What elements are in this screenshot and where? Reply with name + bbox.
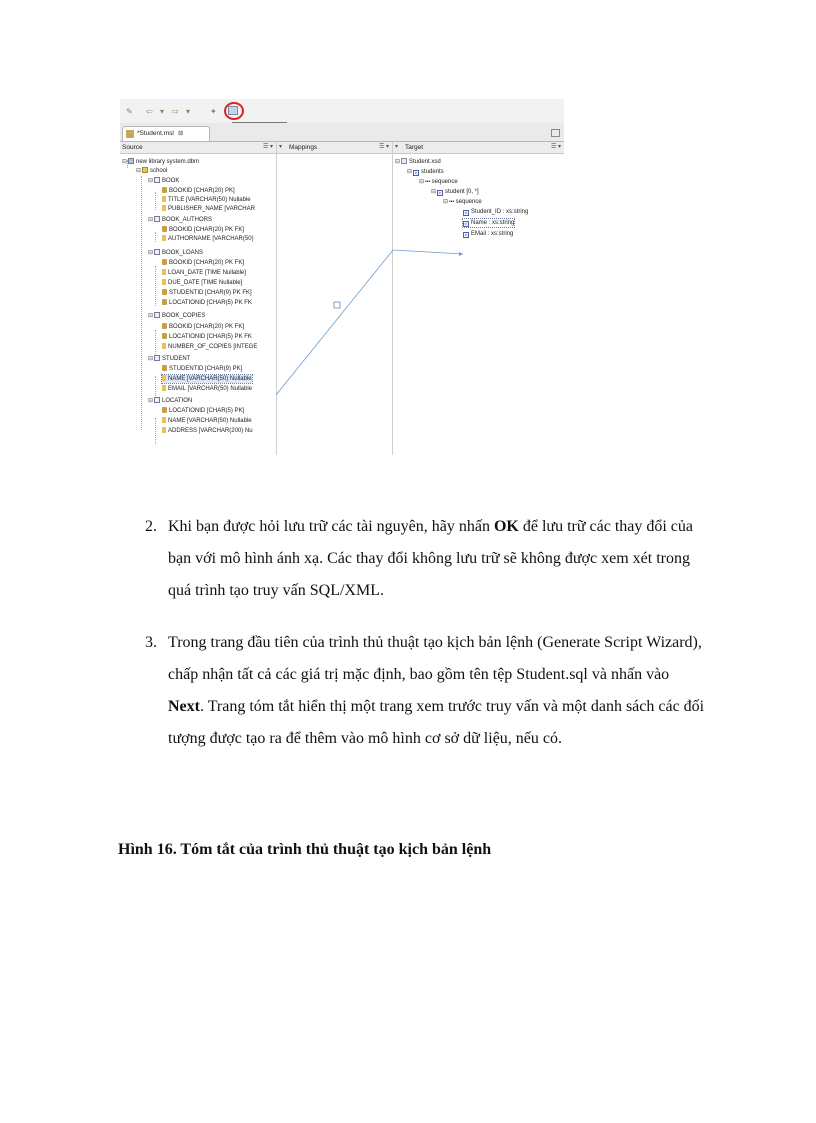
eclipse-screenshot	[120, 99, 564, 455]
mapping-connector	[120, 142, 564, 455]
tree-node[interactable]: NUMBER_OF_COPIES [INTEGE	[162, 343, 257, 351]
figure-caption: Hình 16. Tóm tắt của trình thủ thuật tạo kịch bản lệnh	[118, 841, 492, 858]
tree-node[interactable]: ⊟••• sequence	[419, 179, 458, 185]
tree-node[interactable]: ⊟ Student.xsd	[395, 159, 441, 165]
tree-node[interactable]: ⊟ new library system.dbm	[122, 159, 200, 165]
tree-node[interactable]: ⊟ BOOK_LOANS	[148, 250, 204, 256]
element-icon: e	[464, 232, 468, 237]
element-icon: e	[464, 221, 468, 226]
tree-node-mapped[interactable]: e Name : xs:string	[464, 220, 515, 226]
source-header: Source ☰ ▾	[120, 142, 276, 154]
generate-script-icon[interactable]	[228, 106, 238, 115]
editor-tabbar	[120, 123, 564, 142]
tab-student-msl[interactable]	[122, 126, 210, 141]
element-icon: e	[414, 170, 418, 175]
tree-node[interactable]: ⊟ e student [0, *]	[431, 189, 479, 195]
tree-node[interactable]: DUE_DATE [TIME Nullable]	[162, 279, 242, 287]
tree-node[interactable]: BOOKID [CHAR(20) PK]	[162, 187, 235, 195]
tree-node[interactable]: ⊟••• sequence	[443, 199, 482, 205]
close-icon[interactable]: ⊠	[177, 130, 184, 137]
mapping-line	[393, 250, 463, 254]
tree-node[interactable]: NAME [VARCHAR(50) Nullable	[162, 417, 252, 425]
list-text: Khi bạn được hỏi lưu trữ các tài nguyên, hãy nhấn OK để lưu trữ các thay đổi của bạn với mô hình ánh xạ. Các thay đổi không lưu trữ sẽ không được xem xét trong quá trình tạo truy vấn SQL/XML.	[168, 518, 694, 599]
mapping-line	[276, 250, 393, 395]
tree-node[interactable]: PUBLISHER_NAME [VARCHAR	[162, 205, 255, 213]
mapping-editor	[120, 142, 564, 455]
tree-node[interactable]: STUDENTID [CHAR(9) PK FK]	[162, 289, 252, 297]
tree-node[interactable]: ⊟ STUDENT	[148, 356, 191, 362]
dropdown-icon[interactable]: ▾	[186, 107, 191, 116]
element-icon: e	[464, 210, 468, 215]
list-text: Trong trang đầu tiên của trình thủ thuật tạo kịch bản lệnh (Generate Script Wizard), chấp nhận tất cả các giá trị mặc định, bao gồm tên tệp Student.sql và nhấn vào Next. Trang tóm tắt hiển thị một trang xem trước truy vấn và một danh sách các đối tượng được tạo ra để thêm vào mô hình cơ sở dữ liệu, nếu có.	[168, 634, 705, 747]
arrow-head-icon	[459, 252, 463, 256]
tree-node[interactable]: TITLE [VARCHAR(50) Nullable	[162, 196, 251, 204]
tree-node[interactable]: e Student_ID : xs:string	[464, 209, 529, 215]
tree-node[interactable]: ADDRESS [VARCHAR(200) Nu	[162, 427, 253, 435]
tab-label: *Student.msl	[137, 130, 174, 137]
tree-node[interactable]: BOOKID [CHAR(20) PK FK]	[162, 259, 244, 267]
element-icon: e	[438, 190, 442, 195]
dropdown-icon[interactable]: ▾	[160, 107, 165, 116]
pane-menu-icon[interactable]: ☰ ▾	[378, 144, 389, 150]
tree-node[interactable]: ⊟ LOCATION	[148, 398, 193, 404]
tree-node[interactable]: BOOKID [CHAR(20) PK FK]	[162, 323, 244, 331]
tree-node[interactable]: EMAIL [VARCHAR(50) Nullable	[162, 385, 252, 393]
tree-node[interactable]: ⊟ e students	[407, 169, 444, 175]
tree-node[interactable]: STUDENTID [CHAR(9) PK]	[162, 365, 242, 373]
tree-node[interactable]: ⊟ BOOK_COPIES	[148, 313, 206, 319]
mapping-file-icon	[126, 130, 134, 138]
tree-node-selected[interactable]: NAME [VARCHAR(50) Nullable	[162, 375, 252, 383]
mapping-node[interactable]	[334, 302, 340, 308]
tree-node[interactable]: ⊟ BOOK_AUTHORS	[148, 217, 213, 223]
pane-menu-icon[interactable]: ▾	[279, 144, 283, 150]
list-number: 3.	[145, 634, 157, 651]
tree-node[interactable]: LOCATIONID [CHAR(5) PK FK	[162, 299, 252, 307]
list-item	[145, 511, 705, 607]
tree-node[interactable]: LOCATIONID [CHAR(5) PK FK	[162, 333, 252, 341]
pane-menu-icon[interactable]: ☰ ▾	[550, 144, 561, 150]
wand-icon[interactable]: ✦	[210, 107, 217, 116]
tree-node[interactable]: BOOKID [CHAR(20) PK FK]	[162, 226, 244, 234]
forward-icon[interactable]: ⇨	[172, 107, 179, 116]
tree-node[interactable]: e EMail : xs:string	[464, 231, 514, 237]
tree-node[interactable]: LOAN_DATE [TIME Nullable]	[162, 269, 246, 277]
list-item	[145, 627, 705, 787]
target-header: ▾ Target ☰ ▾	[393, 142, 564, 154]
maximize-icon[interactable]	[551, 129, 560, 137]
mappings-header: ▾ Mappings ☰ ▾	[277, 142, 392, 154]
pane-menu-icon[interactable]: ▾	[395, 144, 399, 150]
back-icon[interactable]: ⇦	[146, 107, 153, 116]
list-number: 2.	[145, 518, 157, 535]
tree-node[interactable]: ⊟ BOOK	[148, 178, 180, 184]
run-icon[interactable]: ✎	[126, 107, 133, 116]
pane-menu-icon[interactable]: ☰ ▾	[262, 144, 273, 150]
tree-node[interactable]: ⊟ school	[136, 168, 168, 174]
tree-node[interactable]: AUTHORNAME [VARCHAR(50)	[162, 235, 254, 243]
toolbar	[120, 99, 564, 123]
tree-node[interactable]: LOCATIONID [CHAR(5) PK]	[162, 407, 244, 415]
